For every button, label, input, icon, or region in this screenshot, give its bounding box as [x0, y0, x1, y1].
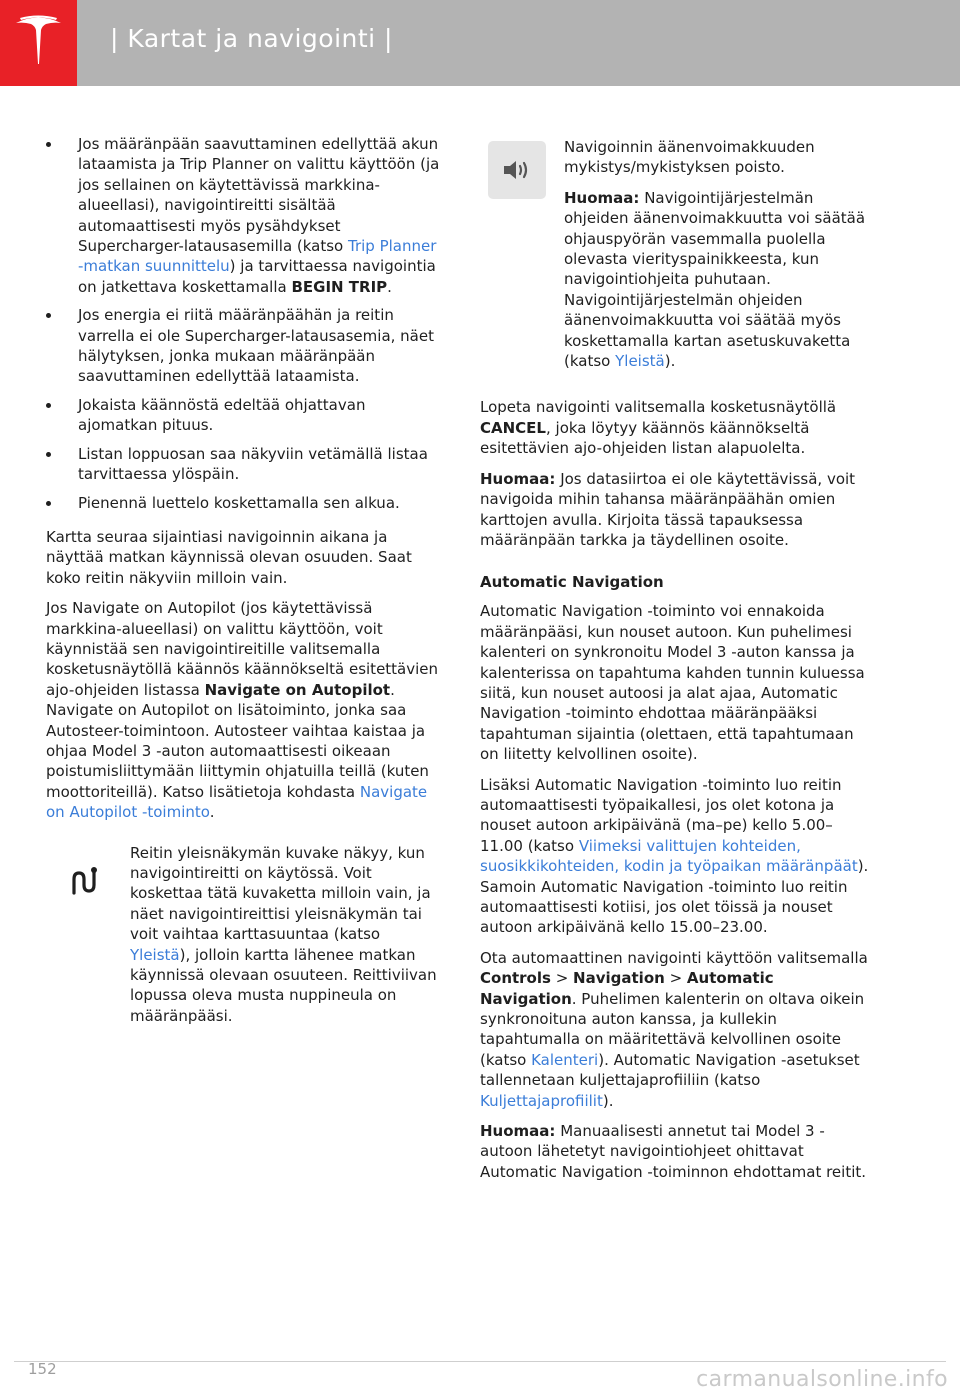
general-link[interactable]: Yleistä	[615, 352, 665, 371]
calendar-link[interactable]: Kalenteri	[531, 1050, 599, 1069]
chapter-title: | Kartat ja navigointi |	[110, 24, 393, 53]
paragraph-cancel: Lopeta navigointi valitsemalla kosketusnäytöllä CANCEL, joka löytyy käännös käännökseltä esitettävien ajo-ohjeiden listan alapuolelta.	[480, 398, 837, 458]
list-item: Jos määränpään saavuttaminen edellyttää akun lataamista ja Trip Planner on valittu käyttöön (ja jos sellainen on käytettävissä markkina-alueellasi), navigointireitti sisältää automaattisesti myös pysähdykset Supercharger-latausasemilla (katso Trip Planner -matkan suunnittelu) ja tarvittaessa navigointia on jatkettava koskettamalla BEGIN TRIP.	[46, 134, 440, 297]
volume-button[interactable]	[488, 141, 546, 199]
footer-divider	[14, 1361, 946, 1362]
tesla-t-icon	[12, 14, 65, 70]
page-number: 152	[28, 1360, 57, 1378]
route-overview-icon	[68, 865, 102, 899]
route-overview-text: Reitin yleisnäkymän kuvake näkyy, kun navigointireitti on käytössä. Voit koskettaa tätä kuvaketta milloin vain, ja näet navigointireittisi yleisnäkymän tai voit vaihtaa karttasuuntaa (katso Yleistä), jolloin kartta lähenee matkan käynnissä olevaan osuuteen. Reittiviivan lopussa oleva musta nuppineula on määränpääsi.	[130, 843, 437, 1025]
note-manual-override: Huomaa: Manuaalisesti annetut tai Model 3 -autoon lähetetyt navigointiohjeet ohittavat Automatic Navigation -toiminnon ehdottamat reitit.	[480, 1122, 867, 1181]
saved-destinations-link[interactable]: Viimeksi valittujen kohteiden, suosikkikohteiden, kodin ja työpaikan määränpäät	[480, 836, 858, 876]
watermark: carmanualsonline.info	[696, 1367, 948, 1392]
left-column	[46, 134, 440, 1026]
volume-row	[480, 137, 872, 371]
note-offline: Huomaa: Jos datasiirtoa ei ole käytettävissä, voit navigoida mihin tahansa määränpäähän omien karttojen avulla. Kirjoita tässä tapauksessa määränpään tarkka ja täydellinen osoite.	[480, 469, 856, 549]
paragraph-auto-nav-1: Automatic Navigation -toiminto voi ennakoida määränpääsi, kun nouset autoon. Kun puhelimesi kalenteri on synkronoitu Model 3 -auton kanssa ja kalenterissa on tapahtuma kahden tunnin kuluessa siitä, kun nouset autoosi ja alat ajaa, Automatic Navigation -toiminto ehdottaa määränpääksi tapahtuman sijaintia (olettaen, että tapahtumaan on liitetty kelvollinen osoite).	[480, 602, 865, 764]
speaker-icon	[502, 158, 532, 182]
volume-description: Navigoinnin äänenvoimakkuuden mykistys/mykistyksen poisto.	[564, 138, 815, 177]
navigate-on-autopilot-link[interactable]: Navigate on Autopilot -toiminto	[46, 782, 428, 822]
list-item: Jokaista käännöstä edeltää ohjattavan ajomatkan pituus.	[46, 395, 440, 436]
general-link[interactable]: Yleistä	[130, 945, 180, 964]
trip-planner-link[interactable]: Trip Planner -matkan suunnittelu	[78, 237, 437, 276]
driver-profiles-link[interactable]: Kuljettajaprofiilit	[480, 1091, 603, 1110]
paragraph-map-follow: Kartta seuraa sijaintiasi navigoinnin aikana ja näyttää matkan käynnissä olevan osuuden. Saat koko reitin näkyviin milloin vain.	[46, 527, 412, 587]
list-item: Jos energia ei riitä määränpäähän ja reitin varrella ei ole Supercharger-latausasemia, näet hälytyksen, jonka mukaan määränpään saavuttaminen edellyttää lataamista.	[46, 305, 440, 387]
right-column	[480, 137, 872, 1192]
paragraph-auto-nav-3: Ota automaattinen navigointi käyttöön valitsemalla Controls > Navigation > Automatic Navigation. Puhelimen kalenterin on oltava oikein synkronoituna auton kanssa, ja kullekin tapahtumalla on määritettävä kelvollinen osoite (katso Kalenteri). Automatic Navigation -asetukset tallennetaan kuljettajaprofiiliin (katso Kuljettajaprofiilit).	[480, 948, 868, 1110]
list-item: Listan loppuosan saa näkyviin vetämällä listaa tarvittaessa ylöspäin.	[46, 444, 440, 485]
list-item: Pienennä luettelo koskettamalla sen alkua.	[46, 493, 440, 513]
page-header	[0, 0, 960, 86]
tesla-logo	[0, 0, 77, 86]
route-overview-row	[46, 843, 440, 1027]
paragraph-auto-nav-2: Lisäksi Automatic Navigation -toiminto luo reitin automaattisesti työpaikallesi, jos olet kotona ja nouset autoon arkipäivänä (ma–pe) kello 5.00–11.00 (katso Viimeksi valittujen kohteiden, suosikkikohteiden, kodin ja työpaikan määränpäät). Samoin Automatic Navigation -toiminto luo reitin automaattisesti kotiisi, jos olet töissä ja nouset autoon arkipäivänä kello 15.00–23.00.	[480, 775, 869, 937]
section-heading: Automatic Navigation	[480, 573, 664, 592]
paragraph-navigate-on-autopilot: Jos Navigate on Autopilot (jos käytettävissä markkina-alueellasi) on valittu käyttöön, voit käynnistää sen navigointireitille valitsemalla kosketusnäytöllä käännös käännökseltä esitettävien ajo-ohjeiden listassa Navigate on Autopilot. Navigate on Autopilot on lisätoiminto, jonka saa Autosteer-toimintoon. Autosteer vaihtaa kaistaa ja ohjaa Model 3 -auton automaattisesti oikeaan poistumisliittymään liittymin ohjatuilla teillä (kuten moottoriteillä). Katso lisätietoja kohdasta Navigate on Autopilot -toiminto.	[46, 599, 439, 822]
volume-note: Huomaa: Navigointijärjestelmän ohjeiden äänenvoimakkuutta voi säätää ohjauspyörän vasemmalla puolella olevasta vierityspainikkeesta, kun navigointiohjeita puhutaan. Navigointijärjestelmän ohjeiden äänenvoimakkuutta voi säätää myös koskettamalla kartan asetuskuvaketta (katso Yleistä).	[564, 188, 866, 371]
bullet-list	[46, 134, 440, 513]
